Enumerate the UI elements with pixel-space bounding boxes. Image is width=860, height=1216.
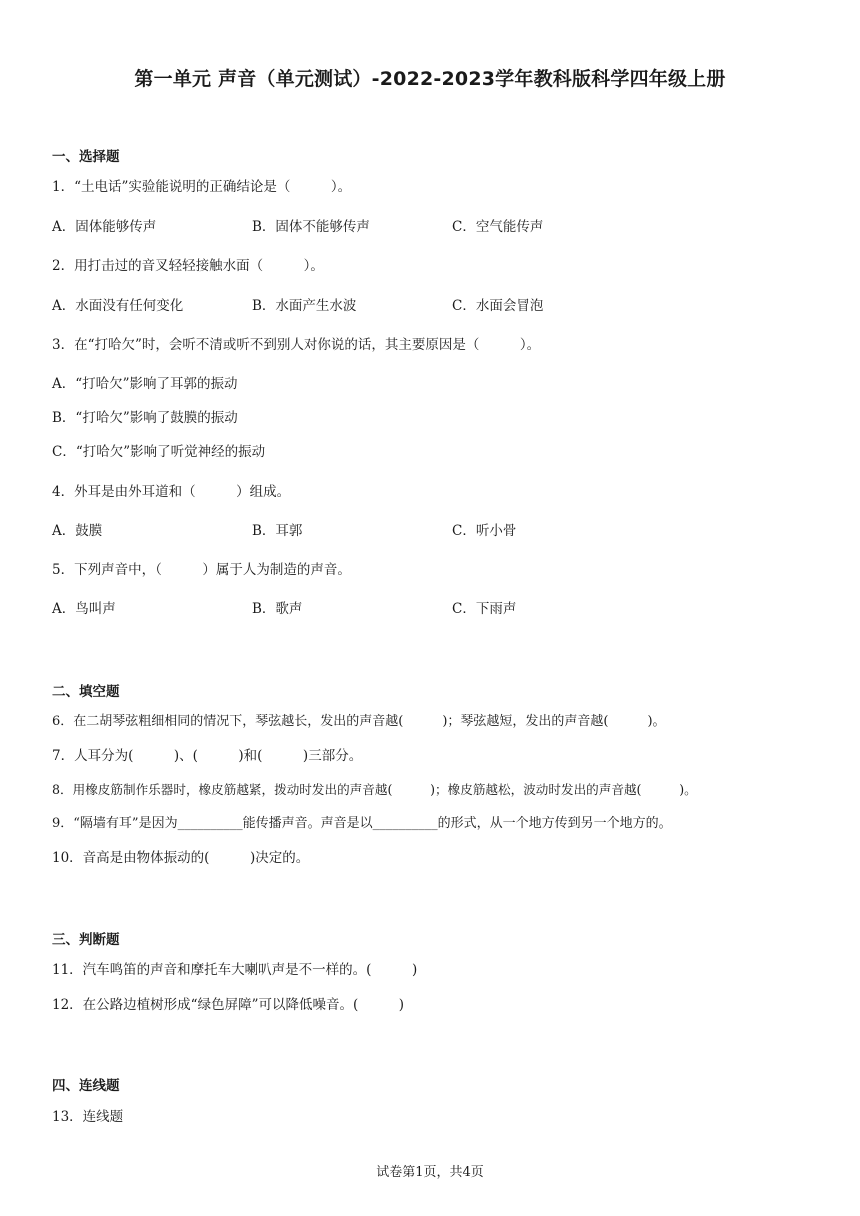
question-13: 13．连线题 [52, 1109, 124, 1125]
q1-option-c: C．空气能传声 [452, 219, 544, 235]
question-6: 6．在二胡琴弦粗细相同的情况下，琴弦越长，发出的声音越( )；琴弦越短，发出的声音越( )。 [52, 714, 666, 729]
q1-option-a: A．固体能够传声 [52, 219, 157, 235]
question-4: 4．外耳是由外耳道和（ ）组成。 [52, 484, 291, 500]
question-3: 3．在“打哈欠”时，会听不清或听不到别人对你说的话，其主要原因是（ ）。 [52, 337, 541, 353]
question-1: 1．“土电话”实验能说明的正确结论是（ ）。 [52, 179, 352, 195]
q3-option-a: A．“打哈欠”影响了耳郭的振动 [52, 376, 238, 392]
q4-option-b: B．耳郭 [252, 523, 303, 539]
q2-option-a: A．水面没有任何变化 [52, 298, 184, 314]
section-heading-true-false: 三、判断题 [52, 932, 120, 948]
q5-option-a: A．鸟叫声 [52, 601, 116, 617]
q2-option-c: C．水面会冒泡 [452, 298, 544, 314]
page-title: 第一单元 声音（单元测试）-2022-2023学年教科版科学四年级上册 [134, 68, 726, 90]
section-heading-fill-blank: 二、填空题 [52, 684, 120, 700]
q3-option-c: C．“打哈欠”影响了听觉神经的振动 [52, 444, 266, 460]
section-heading-matching: 四、连线题 [52, 1078, 120, 1094]
question-9: 9．“隔墙有耳”是因为__________能传播声音。声音是以__________的形式，从一个地方传到另一个地方的。 [52, 816, 672, 831]
question-12: 12．在公路边植树形成“绿色屏障”可以降低噪音。( ) [52, 997, 405, 1013]
q2-option-b: B．水面产生水波 [252, 298, 357, 314]
question-10: 10．音高是由物体振动的( )决定的。 [52, 850, 310, 866]
q3-option-b: B．“打哈欠”影响了鼓膜的振动 [52, 410, 238, 426]
question-11: 11．汽车鸣笛的声音和摩托车大喇叭声是不一样的。( ) [52, 962, 418, 978]
section-heading-choice: 一、选择题 [52, 149, 120, 165]
page-footer: 试卷第1页，共4页 [376, 1165, 484, 1180]
q4-option-a: A．鼓膜 [52, 523, 103, 539]
q5-option-b: B．歌声 [252, 601, 303, 617]
question-8: 8．用橡皮筋制作乐器时，橡皮筋越紧，拨动时发出的声音越( )；橡皮筋越松，波动时发出的声音越( )。 [52, 782, 697, 797]
q5-option-c: C．下雨声 [452, 601, 517, 617]
question-2: 2．用打击过的音叉轻轻接触水面（ ）。 [52, 258, 324, 274]
q4-option-c: C．听小骨 [452, 523, 517, 539]
question-5: 5．下列声音中，（ ）属于人为制造的声音。 [52, 562, 351, 578]
question-7: 7．人耳分为( )、( )和( )三部分。 [52, 748, 363, 764]
q1-option-b: B．固体不能够传声 [252, 219, 370, 235]
